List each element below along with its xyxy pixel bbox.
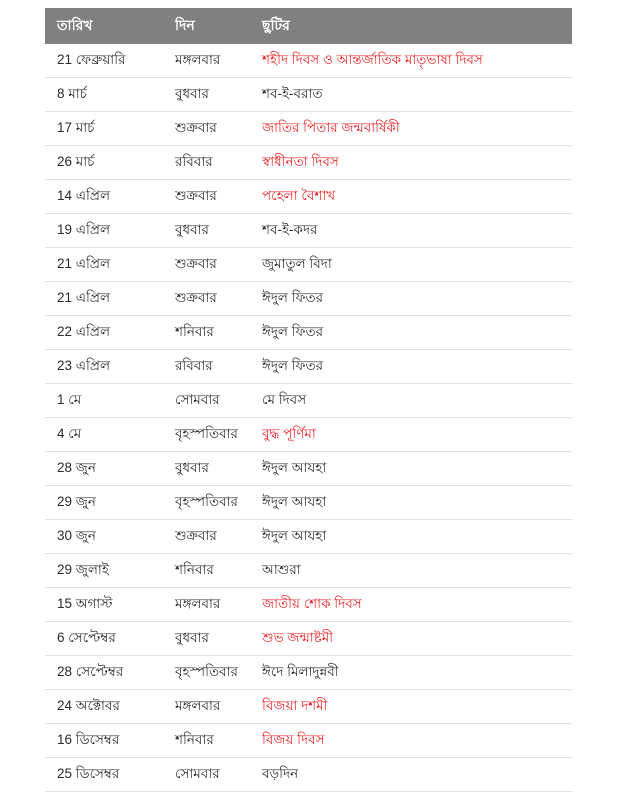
holiday-cell: বড়দিন: [250, 758, 572, 792]
holiday-table-container: [45, 8, 572, 792]
day-cell: বৃহস্পতিবার: [163, 656, 250, 690]
day-cell: বুধবার: [163, 78, 250, 112]
table-row: [45, 282, 572, 316]
day-cell: শনিবার: [163, 554, 250, 588]
date-cell: 22 এপ্রিল: [45, 316, 163, 350]
table-row: [45, 214, 572, 248]
date-cell: 21 এপ্রিল: [45, 248, 163, 282]
day-cell: শুক্রবার: [163, 112, 250, 146]
date-cell: 26 মার্চ: [45, 146, 163, 180]
date-cell: 25 ডিসেম্বর: [45, 758, 163, 792]
holiday-cell: শব-ই-কদর: [250, 214, 572, 248]
date-cell: 16 ডিসেম্বর: [45, 724, 163, 758]
header-row: [45, 8, 572, 44]
holiday-cell: জুমাতুল বিদা: [250, 248, 572, 282]
holiday-table-body: [45, 44, 572, 792]
holiday-cell: বুদ্ধ পূর্ণিমা: [250, 418, 572, 452]
table-row: [45, 418, 572, 452]
holiday-table: [45, 8, 572, 792]
column-header-date: তারিখ: [45, 8, 163, 44]
holiday-cell: ঈদে মিলাদুন্নবী: [250, 656, 572, 690]
table-row: [45, 724, 572, 758]
day-cell: শুক্রবার: [163, 180, 250, 214]
date-cell: 6 সেপ্টেম্বর: [45, 622, 163, 656]
day-cell: রবিবার: [163, 146, 250, 180]
column-header-day: দিন: [163, 8, 250, 44]
table-row: [45, 554, 572, 588]
table-row: [45, 350, 572, 384]
table-row: [45, 486, 572, 520]
day-cell: মঙ্গলবার: [163, 690, 250, 724]
table-row: [45, 248, 572, 282]
table-row: [45, 146, 572, 180]
date-cell: 4 মে: [45, 418, 163, 452]
date-cell: 15 অগাস্ট: [45, 588, 163, 622]
day-cell: মঙ্গলবার: [163, 588, 250, 622]
holiday-cell: আশুরা: [250, 554, 572, 588]
table-row: [45, 112, 572, 146]
holiday-cell: ঈদুল আযহা: [250, 520, 572, 554]
date-cell: 21 এপ্রিল: [45, 282, 163, 316]
day-cell: বুধবার: [163, 214, 250, 248]
holiday-table-header: [45, 8, 572, 44]
holiday-cell: জাতির পিতার জন্মবার্ষিকী: [250, 112, 572, 146]
table-row: [45, 316, 572, 350]
holiday-cell: ঈদুল ফিতর: [250, 316, 572, 350]
holiday-cell: ঈদুল আযহা: [250, 486, 572, 520]
table-row: [45, 78, 572, 112]
holiday-cell: বিজয়া দশমী: [250, 690, 572, 724]
date-cell: 1 মে: [45, 384, 163, 418]
date-cell: 17 মার্চ: [45, 112, 163, 146]
day-cell: শুক্রবার: [163, 282, 250, 316]
table-row: [45, 622, 572, 656]
holiday-cell: শুভ জন্মাষ্টমী: [250, 622, 572, 656]
date-cell: 29 জুন: [45, 486, 163, 520]
day-cell: বৃহস্পতিবার: [163, 418, 250, 452]
day-cell: সোমবার: [163, 758, 250, 792]
date-cell: 21 ফেব্রুয়ারি: [45, 44, 163, 78]
table-row: [45, 180, 572, 214]
holiday-cell: শব-ই-বরাত: [250, 78, 572, 112]
table-row: [45, 452, 572, 486]
holiday-cell: ঈদুল আযহা: [250, 452, 572, 486]
table-row: [45, 384, 572, 418]
holiday-cell: ঈদুল ফিতর: [250, 282, 572, 316]
holiday-cell: শহীদ দিবস ও আন্তর্জাতিক মাতৃভাষা দিবস: [250, 44, 572, 78]
holiday-cell: পহেলা বৈশাখ: [250, 180, 572, 214]
date-cell: 14 এপ্রিল: [45, 180, 163, 214]
day-cell: শুক্রবার: [163, 520, 250, 554]
day-cell: বৃহস্পতিবার: [163, 486, 250, 520]
day-cell: শুক্রবার: [163, 248, 250, 282]
date-cell: 24 অক্টোবর: [45, 690, 163, 724]
date-cell: 29 জুলাই: [45, 554, 163, 588]
day-cell: বুধবার: [163, 452, 250, 486]
date-cell: 28 জুন: [45, 452, 163, 486]
table-row: [45, 690, 572, 724]
date-cell: 23 এপ্রিল: [45, 350, 163, 384]
date-cell: 28 সেপ্টেম্বর: [45, 656, 163, 690]
day-cell: রবিবার: [163, 350, 250, 384]
holiday-cell: ঈদুল ফিতর: [250, 350, 572, 384]
holiday-cell: স্বাধীনতা দিবস: [250, 146, 572, 180]
holiday-cell: মে দিবস: [250, 384, 572, 418]
column-header-holiday: ছুটির: [250, 8, 572, 44]
date-cell: 19 এপ্রিল: [45, 214, 163, 248]
date-cell: 8 মার্চ: [45, 78, 163, 112]
table-row: [45, 44, 572, 78]
table-row: [45, 758, 572, 792]
day-cell: শনিবার: [163, 724, 250, 758]
table-row: [45, 588, 572, 622]
table-row: [45, 656, 572, 690]
holiday-cell: বিজয় দিবস: [250, 724, 572, 758]
day-cell: মঙ্গলবার: [163, 44, 250, 78]
day-cell: বুধবার: [163, 622, 250, 656]
holiday-cell: জাতীয় শোক দিবস: [250, 588, 572, 622]
day-cell: শনিবার: [163, 316, 250, 350]
date-cell: 30 জুন: [45, 520, 163, 554]
table-row: [45, 520, 572, 554]
day-cell: সোমবার: [163, 384, 250, 418]
